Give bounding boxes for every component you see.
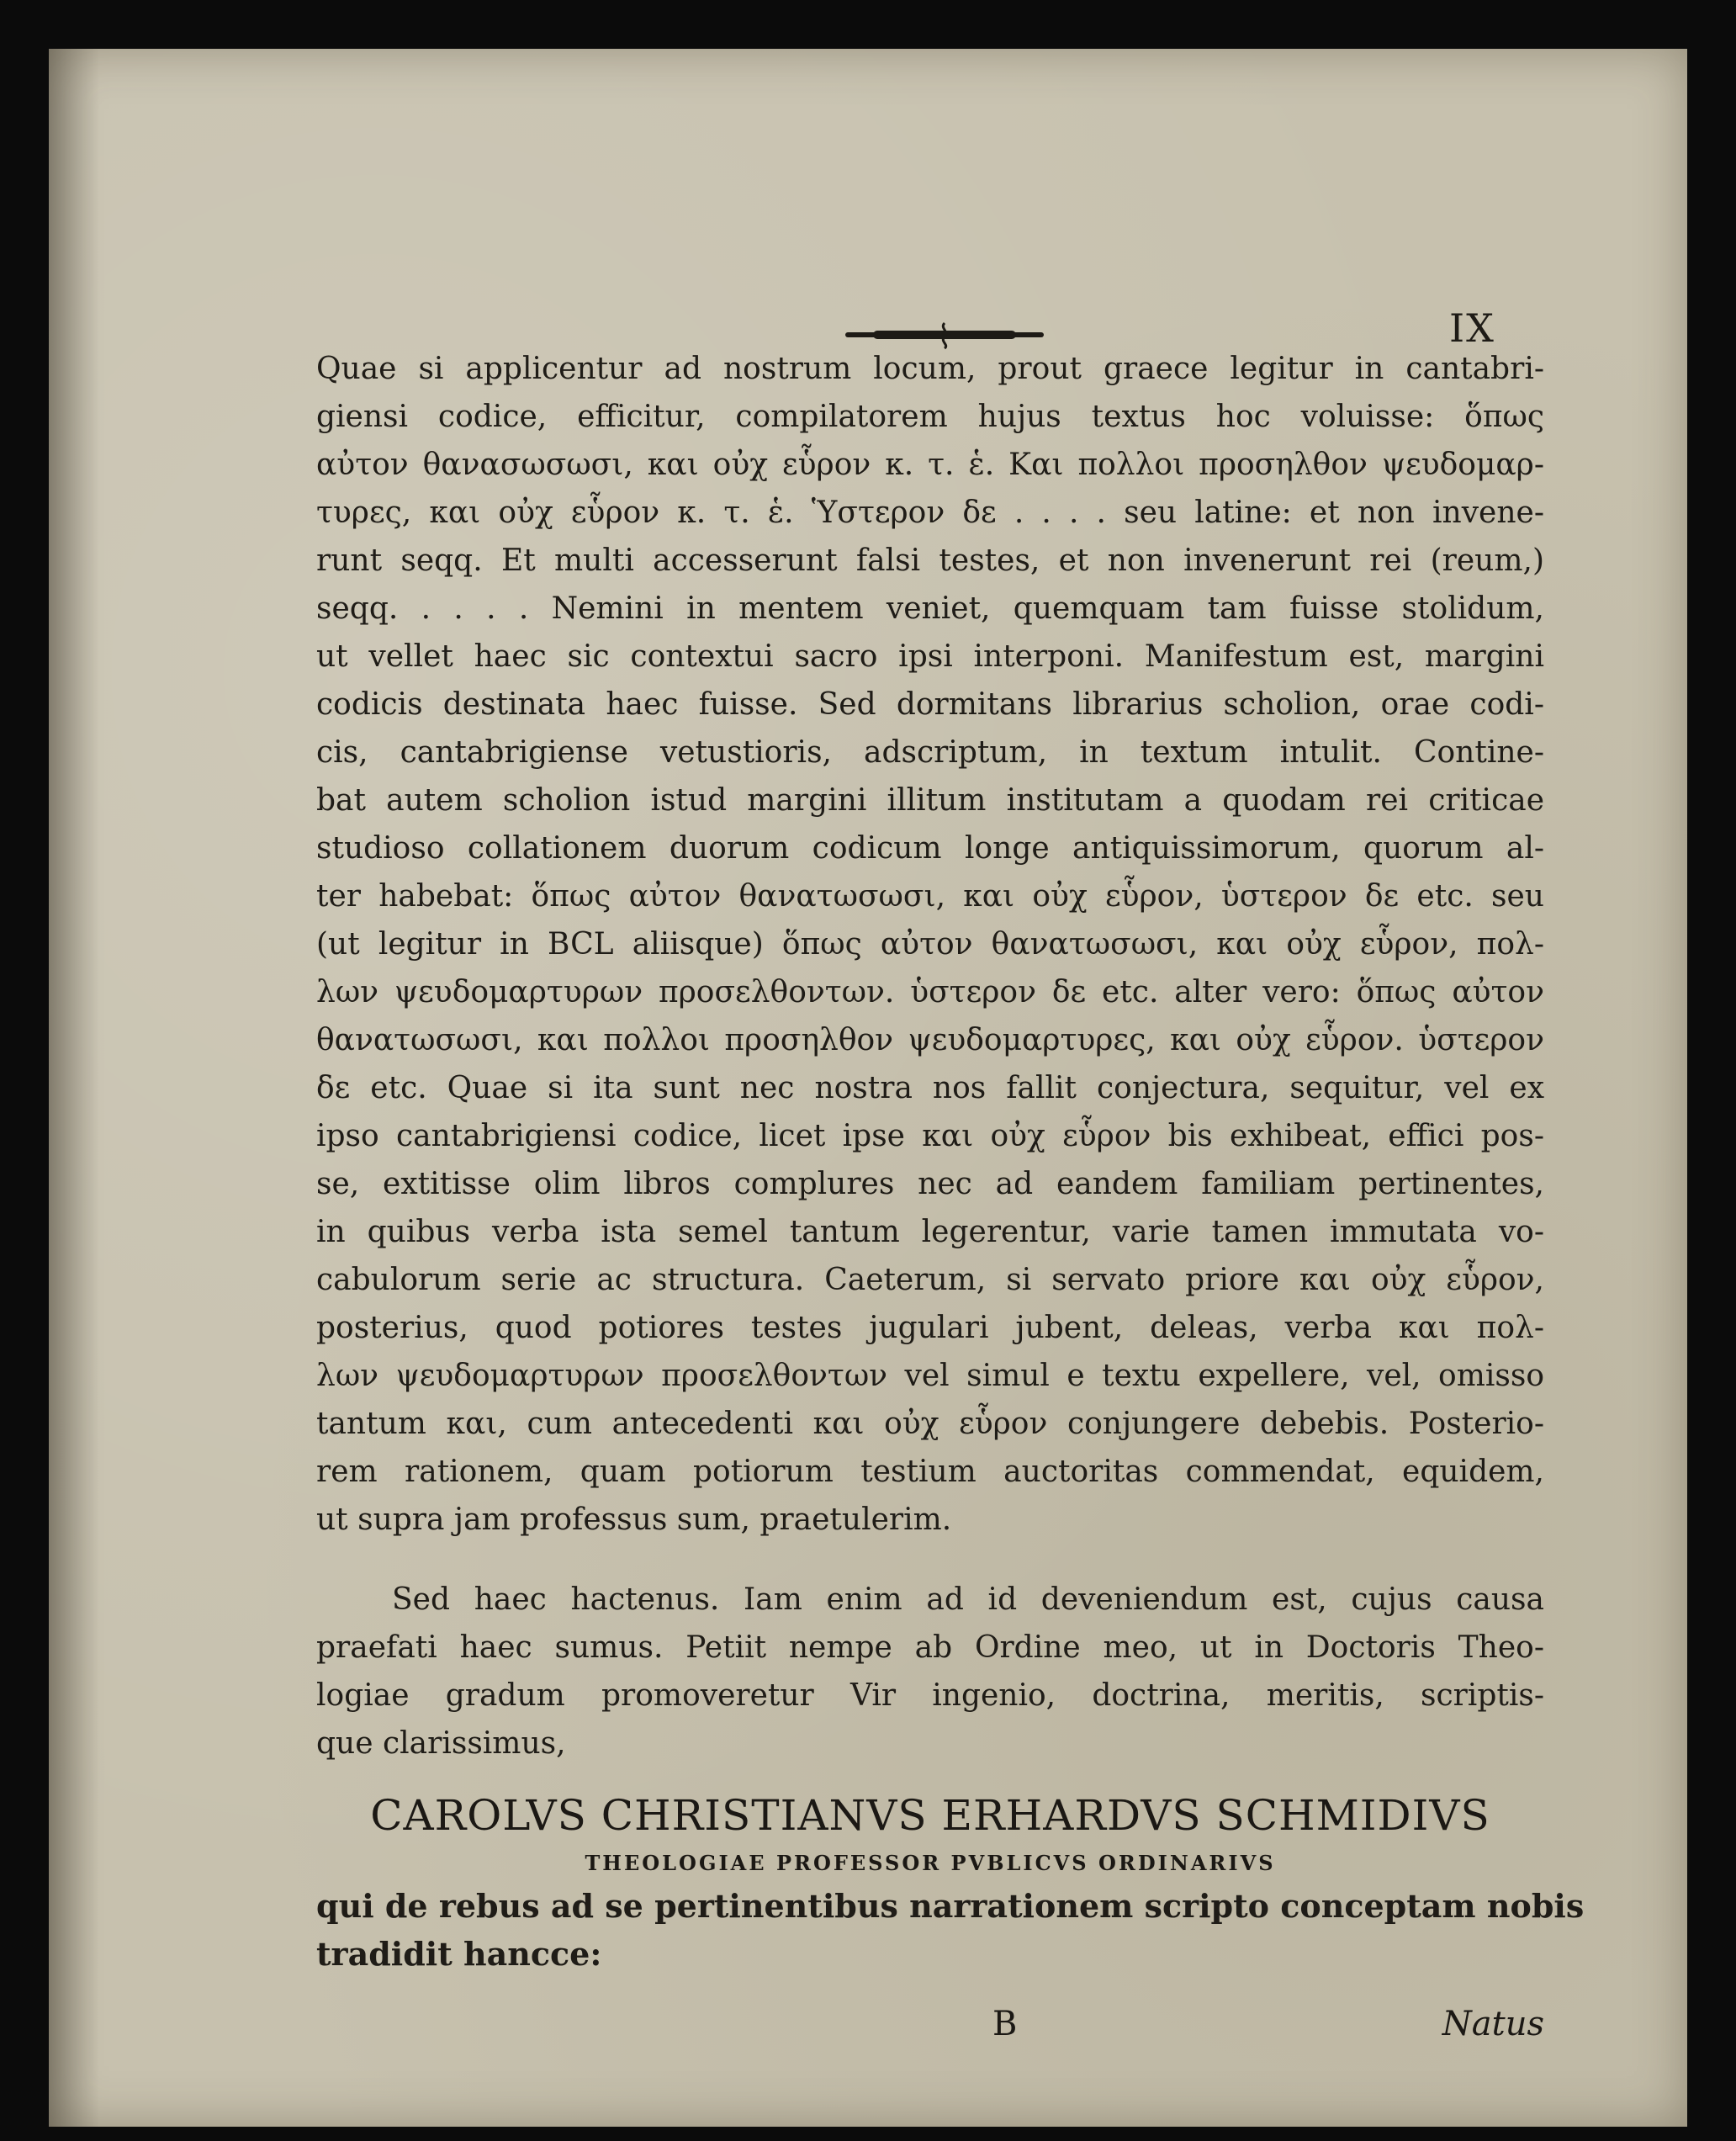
- page-footer: [316, 2005, 1544, 2055]
- text-line: praefati haec sumus. Petiit nempe ab Ordine meo, ut in Doctoris Theo-: [316, 1630, 1544, 1665]
- text-line: tradidit hancce:: [316, 1935, 602, 1973]
- catchword: Natus: [1442, 2005, 1544, 2043]
- text-line: studioso collationem duorum codicum longe antiquissimorum, quorum al-: [316, 831, 1544, 866]
- text-line: codicis destinata haec fuisse. Sed dormitans librarius scholion, orae codi-: [316, 687, 1544, 722]
- text-line: se, extitisse olim libros complures nec ad eandem familiam pertinentes,: [316, 1167, 1544, 1201]
- text-line: τυρες, και οὐχ εὗρον κ. τ. ἑ. Ὑστερον δε . . . . seu latine: et non invene-: [316, 496, 1544, 530]
- book-page: [49, 49, 1687, 2127]
- text-line: λων ψευδομαρτυρων προσελθοντων. ὑστερον δε etc. alter vero: ὅπως αὐτον: [316, 975, 1544, 1010]
- text-line: (ut legitur in BCL aliisque) ὅπως αὐτον θανατωσωσι, και οὐχ εὗρον, πολ-: [316, 927, 1544, 962]
- text-line: qui de rebus ad se pertinentibus narrationem scripto conceptam nobis: [316, 1887, 1585, 1925]
- text-line: ut supra jam professus sum, praetulerim.: [316, 1502, 952, 1537]
- text-line: cis, cantabrigiense vetustioris, adscriptum, in textum intulit. Contine-: [316, 735, 1544, 770]
- text-line: que clarissimus,: [316, 1726, 566, 1761]
- text-line: tantum και, cum antecedenti και οὐχ εὗρον conjungere debebis. Posterio-: [316, 1407, 1544, 1441]
- text-line: seqq. . . . . Nemini in mentem veniet, quemquam tam fuisse stolidum,: [316, 591, 1544, 626]
- text-line: θανατωσωσι, και πολλοι προσηλθον ψευδομαρτυρες, και οὐχ εὗρον. ὑστερον: [316, 1023, 1544, 1057]
- text-line: αὐτον θανασωσωσι, και οὐχ εὗρον κ. τ. ἑ. Και πολλοι προσηλθον ψευδομαρ-: [316, 448, 1544, 482]
- text-line: Quae si applicentur ad nostrum locum, prout graece legitur in cantabri-: [316, 352, 1544, 386]
- text-line: in quibus verba ista semel tantum legerentur, varie tamen immutata vo-: [316, 1215, 1544, 1249]
- text-line: cabulorum serie ac structura. Caeterum, si servato priore και οὐχ εὗρον,: [316, 1263, 1544, 1297]
- closing-paragraph: [316, 1882, 1585, 1978]
- text-line: rem rationem, quam potiorum testium auctoritas commendat, equidem,: [316, 1455, 1544, 1489]
- text-line: giensi codice, efficitur, compilatorem hujus textus hoc voluisse: ὅπως: [316, 400, 1544, 434]
- paragraph-1: [316, 345, 1544, 1544]
- page-number: IX: [1449, 305, 1495, 351]
- dedicatee-title: THEOLOGIAE PROFESSOR PVBLICVS ORDINARIVS: [585, 1851, 1276, 1875]
- text-line: runt seqq. Et multi accesserunt falsi testes, et non invenerunt rei (reum,): [316, 543, 1544, 578]
- binding-gutter: [49, 49, 99, 2127]
- text-line: posterius, quod potiores testes jugulari jubent, deleas, verba και πολ-: [316, 1311, 1544, 1345]
- signature-mark: B: [992, 2005, 1018, 2043]
- text-line: δε etc. Quae si ita sunt nec nostra nos fallit conjectura, sequitur, vel ex: [316, 1071, 1544, 1105]
- text-line: ut vellet haec sic contextui sacro ipsi interponi. Manifestum est, margini: [316, 639, 1544, 674]
- text-line: λων ψευδομαρτυρων προσελθοντων vel simul e textu expellere, vel, omisso: [316, 1359, 1544, 1393]
- paragraph-2: [316, 1576, 1544, 1767]
- text-line: logiae gradum promoveretur Vir ingenio, doctrina, meritis, scriptis-: [316, 1678, 1544, 1713]
- main-text: [316, 345, 1585, 1978]
- dedicatee-name: CAROLVS CHRISTIANVS ERHARDVS SCHMIDIVS: [370, 1791, 1490, 1840]
- text-line: Sed haec hactenus. Iam enim ad id deveniendum est, cujus causa: [392, 1582, 1544, 1617]
- text-line: bat autem scholion istud margini illitum institutam a quodam rei criticae: [316, 783, 1544, 818]
- text-line: ipso cantabrigiensi codice, licet ipse και οὐχ εὗρον bis exhibeat, effici pos-: [316, 1119, 1544, 1153]
- text-line: ter habebat: ὅπως αὐτον θανατωσωσι, και οὐχ εὗρον, ὑστερον δε etc. seu: [316, 879, 1544, 914]
